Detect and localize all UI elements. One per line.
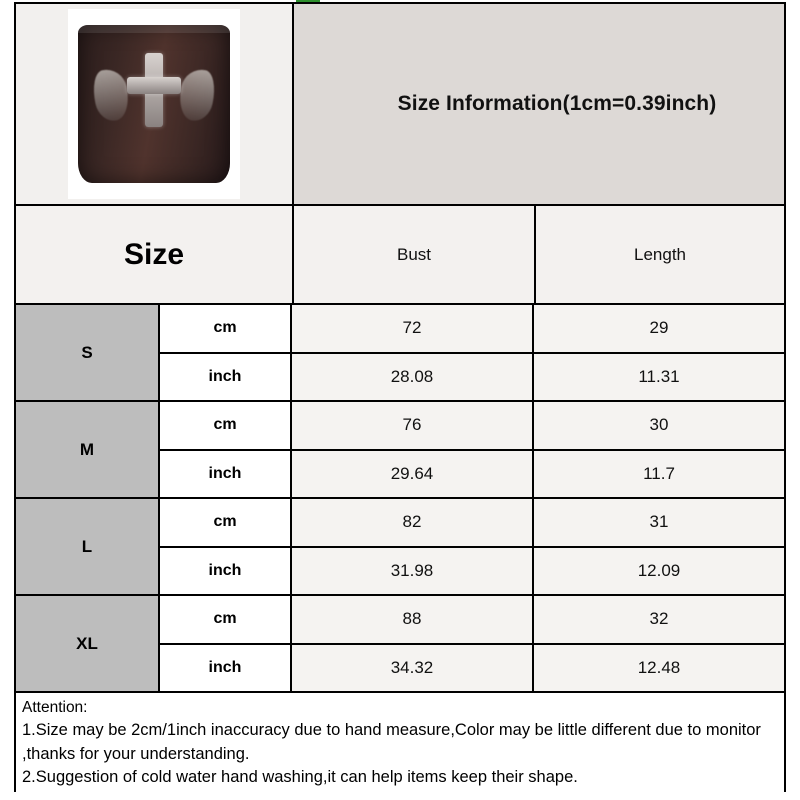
unit-cell: cm [160,499,292,546]
unit-row-inch-m [160,451,784,498]
size-label-xl: XL [16,596,160,691]
cross-horizontal-icon [127,77,181,94]
bust-value: 28.08 [292,354,534,401]
unit-row-cm-s [160,305,784,354]
size-unit-rows-xl [160,596,784,691]
length-value: 32 [534,596,784,643]
length-value: 12.09 [534,548,784,595]
table-row [16,305,784,402]
page-title: Size Information(1cm=0.39inch) [397,92,717,115]
size-label-l: L [16,499,160,594]
chart-title-cell [294,4,784,204]
length-value: 29 [534,305,784,352]
unit-row-inch-s [160,354,784,401]
column-header-length: Length [536,206,784,303]
column-header-size-label: Size [123,237,185,271]
product-photo [68,9,240,199]
bust-value: 88 [292,596,534,643]
table-row [16,499,784,596]
bust-value: 34.32 [292,645,534,692]
column-header-size [16,206,294,303]
length-value: 12.48 [534,645,784,692]
length-value: 30 [534,402,784,449]
attention-title: Attention: [22,699,88,716]
column-header-bust: Bust [294,206,536,303]
bust-value: 29.64 [292,451,534,498]
unit-cell: cm [160,305,292,352]
size-unit-rows-s [160,305,784,400]
attention-line-1: 1.Size may be 2cm/1inch inaccuracy due to hand measure,Color may be little different due to monitor ,thanks for your understanding. [22,721,761,763]
chart-header-row [16,4,784,206]
length-value: 11.31 [534,354,784,401]
size-label-s: S [16,305,160,400]
size-unit-rows-l [160,499,784,594]
unit-row-cm-m [160,402,784,451]
size-information-table [14,2,786,792]
size-unit-rows-m [160,402,784,497]
unit-cell: cm [160,596,292,643]
attention-line-2: 2.Suggestion of cold water hand washing,it can help items keep their shape. [22,768,578,787]
bust-value: 82 [292,499,534,546]
bust-value: 72 [292,305,534,352]
wing-left-icon [89,66,133,124]
bust-value: 31.98 [292,548,534,595]
bust-value: 76 [292,402,534,449]
unit-row-cm-xl [160,596,784,645]
table-body [16,305,784,693]
attention-section [16,693,784,792]
wing-right-icon [175,66,219,124]
product-image-cell [16,4,294,204]
unit-row-inch-l [160,548,784,595]
length-value: 31 [534,499,784,546]
unit-row-cm-l [160,499,784,548]
unit-cell: inch [160,451,292,498]
size-label-m: M [16,402,160,497]
unit-row-inch-xl [160,645,784,692]
table-row [16,596,784,693]
unit-cell: cm [160,402,292,449]
length-value: 11.7 [534,451,784,498]
unit-cell: inch [160,354,292,401]
tube-top-graphic [78,25,230,183]
unit-cell: inch [160,548,292,595]
table-row [16,402,784,499]
unit-cell: inch [160,645,292,692]
column-header-row [16,206,784,305]
